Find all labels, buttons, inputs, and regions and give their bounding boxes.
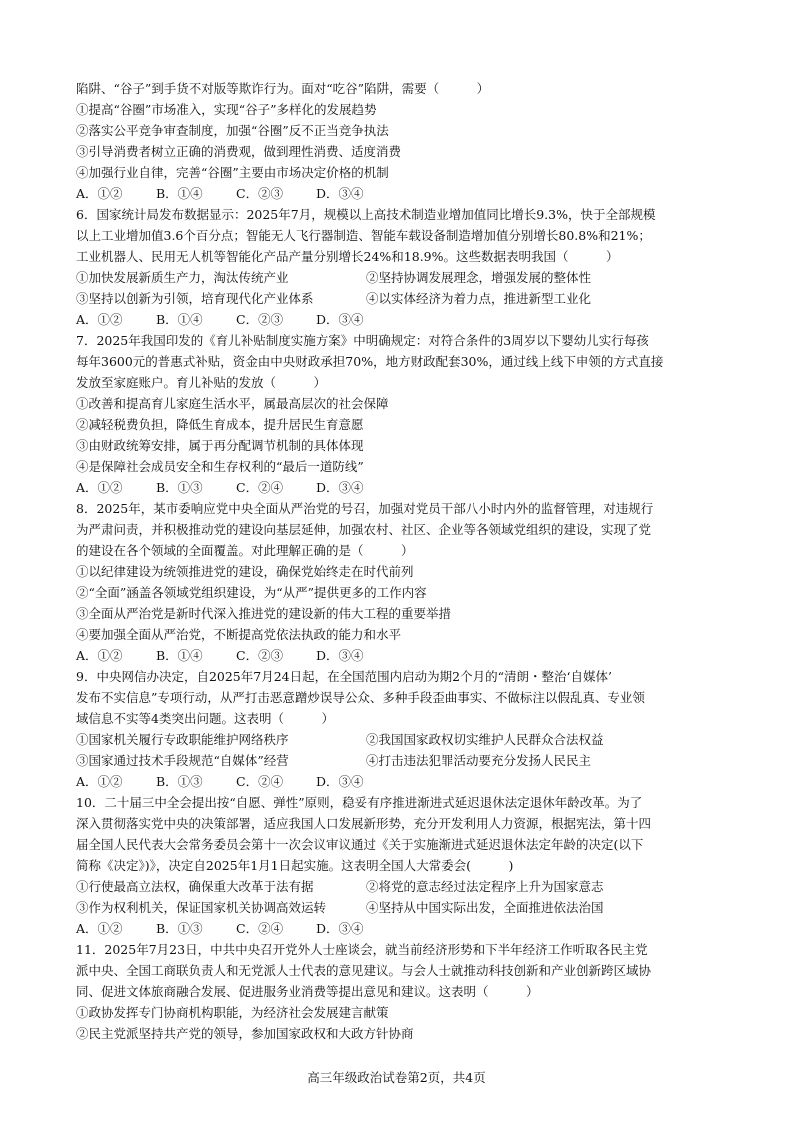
option-row (76, 876, 726, 897)
option-3: ③引导消费者树立正确的消费观，做到理性消费、适度消费 (76, 144, 402, 159)
option-2: ②将党的意志经过法定程序上升为国家意志 (366, 879, 604, 894)
option-row (76, 897, 726, 918)
choice-a: A．①② (76, 648, 123, 663)
question-stem: 10．二十届三中全会提出按“自愿、弹性”原则，稳妥有序推进渐进式延迟退休法定退休年龄改革。为了 (76, 795, 643, 810)
option-2: ②落实公平竞争审查制度，加强“谷圈”反不正当竞争执法 (76, 123, 389, 138)
choice-a: A．①② (76, 186, 123, 201)
option-1: ①政协发挥专门协商机构职能，为经济社会发展建言献策 (76, 1005, 389, 1020)
choice-a: A．①② (76, 312, 123, 327)
question-stem: 8．2025年，某市委响应党中央全面从严治党的号召，加强对党员干部八小时内外的监督管理，对违规行 (76, 501, 654, 516)
question-stem: 域信息不实等4类突出问题。这表明（ ） (76, 711, 334, 726)
question-5-tail (76, 78, 726, 204)
option-2: ②我国国家政权切实维护人民群众合法权益 (366, 732, 604, 747)
choice-d: D．③④ (316, 921, 364, 936)
choice-a: A．①② (76, 921, 123, 936)
choice-d: D．③④ (316, 312, 364, 327)
answer-choices (76, 918, 726, 939)
choice-c: C．②④ (236, 480, 284, 495)
exam-page (76, 78, 726, 1044)
option-1: ①以纪律建设为统领推进党的建设，确保党始终走在时代前列 (76, 564, 414, 579)
answer-choices (76, 309, 726, 330)
option-1: ①提高“谷圈”市场准入，实现“谷子”多样化的发展趋势 (76, 102, 377, 117)
question-11 (76, 939, 726, 1044)
question-stem: 深入贯彻落实党中央的决策部署，适应我国人口发展新形势，充分开发利用人力资源，根据宪法，第十四 (76, 816, 652, 831)
question-stem: 9．中央网信办决定，自2025年7月24日起，在全国范围内启动为期2个月的“清朗・整治‘自媒体’ (76, 669, 612, 684)
page-footer: 高三年级政治试卷第2页，共4页 (307, 1070, 486, 1085)
option-row (76, 729, 726, 750)
option-row (76, 288, 726, 309)
choice-c: C．②③ (236, 648, 284, 663)
option-4: ④以实体经济为着力点，推进新型工业化 (366, 291, 592, 306)
question-stem: 11．2025年7月23日，中共中央召开党外人士座谈会，就当前经济形势和下半年经济工作听取各民主党 (76, 942, 648, 957)
question-10 (76, 792, 726, 939)
question-stem: 简称《决定》)》，决定自2025年1月1日起实施。这表明全国人大常委会( ) (76, 858, 514, 873)
choice-b: B．①③ (156, 774, 203, 789)
option-row (76, 267, 726, 288)
choice-d: D．③④ (316, 648, 364, 663)
option-1: ①国家机关履行专政职能维护网络秩序 (76, 732, 289, 747)
question-stem: 同、促进文体旅商融合发展、促进服务业消费等提出意见和建议。这表明（ ） (76, 984, 539, 999)
option-4: ④坚持从中国实际出发，全面推进依法治国 (366, 900, 604, 915)
question-stem: 的建设在各个领域的全面覆盖。对此理解正确的是（ ） (76, 543, 414, 558)
question-stem: 届全国人民代表大会常务委员会第十一次会议审议通过《关于实施渐进式延迟退休法定年龄的决定(以下 (76, 837, 644, 852)
choice-b: B．①④ (156, 312, 203, 327)
choice-c: C．②④ (236, 774, 284, 789)
option-3: ③作为权利机关，保证国家机关协调高效运转 (76, 900, 327, 915)
question-stem: 每年3600元的普惠式补贴，资金由中央财政承担70%，地方财政配套30%，通过线上线下申领的方式直接 (76, 354, 664, 369)
answer-choices (76, 645, 726, 666)
option-1: ①改善和提高育儿家庭生活水平，属最高层次的社会保障 (76, 396, 389, 411)
option-row (76, 750, 726, 771)
question-stem: 7．2025年我国印发的《育儿补贴制度实施方案》中明确规定：对符合条件的3周岁以下婴幼儿实行每孩 (76, 333, 649, 348)
option-1: ①加快发展新质生产力，淘汰传统产业 (76, 270, 289, 285)
option-2: ②“全面”涵盖各领域党组织建设，为“从严”提供更多的工作内容 (76, 585, 427, 600)
choice-a: A．①② (76, 480, 123, 495)
option-3: ③由财政统筹安排，属于再分配调节机制的具体体现 (76, 438, 364, 453)
question-stem: 派中央、全国工商联负责人和无党派人士代表的意见建议。与会人士就推动科技创新和产业创新跨区域协 (76, 963, 652, 978)
answer-choices (76, 183, 726, 204)
choice-b: B．①③ (156, 480, 203, 495)
question-8 (76, 498, 726, 666)
question-stem: 以上工业增加值3.6个百分点；智能无人飞行器制造、智能车载设备制造增加值分别增长80.8%和21%； (76, 228, 651, 243)
choice-b: B．①④ (156, 648, 203, 663)
question-stem: 工业机器人、民用无人机等智能化产品产量分别增长24%和18.9%。这些数据表明我国（ ） (76, 249, 619, 264)
question-9 (76, 666, 726, 792)
choice-c: C．②③ (236, 312, 284, 327)
option-2: ②民主党派坚持共产党的领导，参加国家政权和大政方针协商 (76, 1026, 414, 1041)
question-stem: 6．国家统计局发布数据显示：2025年7月，规模以上高技术制造业增加值同比增长9.3%，快于全部规模 (76, 207, 656, 222)
option-4: ④是保障社会成员安全和生存权利的“最后一道防线” (76, 459, 364, 474)
option-4: ④打击违法犯罪活动要充分发扬人民民主 (366, 753, 592, 768)
choice-d: D．③④ (316, 774, 364, 789)
choice-b: B．①③ (156, 921, 203, 936)
question-stem: 陷阱、“谷子”到手货不对版等欺诈行为。面对“吃谷”陷阱，需要（ ） (76, 81, 490, 96)
question-6 (76, 204, 726, 330)
choice-d: D．③④ (316, 186, 364, 201)
option-4: ④要加强全面从严治党，不断提高党依法执政的能力和水平 (76, 627, 402, 642)
answer-choices (76, 477, 726, 498)
option-2: ②坚持协调发展理念，增强发展的整体性 (366, 270, 592, 285)
option-3: ③全面从严治党是新时代深入推进党的建设新的伟大工程的重要举措 (76, 606, 452, 621)
question-7 (76, 330, 726, 498)
question-stem: 为严肃问责，并积极推动党的建设向基层延伸，加强农村、社区、企业等各领域党组织的建设，实现了党 (76, 522, 652, 537)
choice-d: D．③④ (316, 480, 364, 495)
answer-choices (76, 771, 726, 792)
option-3: ③国家通过技术手段规范“自媒体”经营 (76, 753, 289, 768)
option-2: ②减轻税费负担，降低生育成本，提升居民生育意愿 (76, 417, 364, 432)
option-4: ④加强行业自律，完善“谷圈”主要由市场决定价格的机制 (76, 165, 389, 180)
option-3: ③坚持以创新为引领，培育现代化产业体系 (76, 291, 314, 306)
choice-b: B．①④ (156, 186, 203, 201)
question-stem: 发放至家庭账户。育儿补贴的发放（ ） (76, 375, 327, 390)
choice-c: C．②③ (236, 186, 284, 201)
choice-a: A．①② (76, 774, 123, 789)
question-stem: 发布不实信息”专项行动，从严打击恶意蹭炒误导公众、多种手段歪曲事实、不做标注以假乱真、专业领 (76, 690, 645, 705)
option-1: ①行使最高立法权，确保重大改革于法有据 (76, 879, 314, 894)
choice-c: C．②④ (236, 921, 284, 936)
